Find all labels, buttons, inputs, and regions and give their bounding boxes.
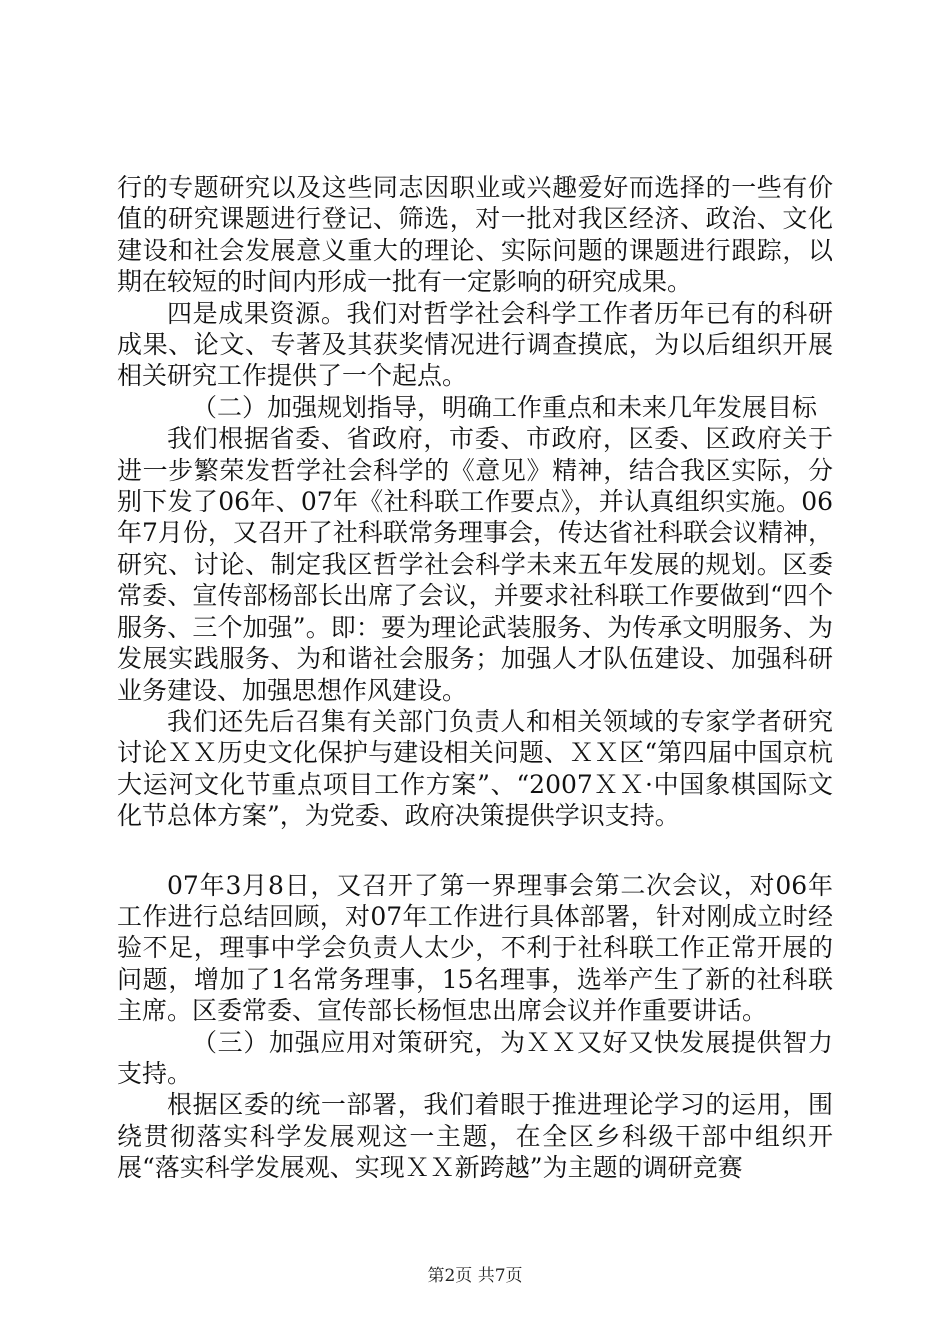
paragraph-council-meeting: 07年3月8日，又召开了第一界理事会第二次会议，对06年工作进行总结回顾，对07年工作进行具体部署，针对刚成立时经验不足，理事中学会负责人太少，不利于社科联工作正常开展的问题，增加了1名常务理事，15名理事，选举产生了新的社科联主席。区委常委、宣传部长杨恒忠出席会议并作重要讲话。 [117, 870, 833, 1026]
section-heading-planning: （二）加强规划指导，明确工作重点和未来几年发展目标 [192, 392, 818, 422]
paragraph-research-registration: 行的专题研究以及这些同志因职业或兴趣爱好而选择的一些有价值的研究课题进行登记、筛选，对一批对我区经济、政治、文化建设和社会发展意义重大的理论、实际问题的课题进行跟踪，以期在较短的时间内形成一批有一定影响的研究成果。 [117, 173, 833, 297]
paragraph-planning-details: 我们根据省委、省政府，市委、市政府，区委、区政府关于进一步繁荣发哲学社会科学的《意见》精神，结合我区实际，分别下发了06年、07年《社科联工作要点》，并认真组织实施。06年7月份，又召开了社科联常务理事会，传达省社科联会议精神，研究、讨论、制定我区哲学社会科学未来五年发展的规划。区委常委、宣传部杨部长出席了会议，并要求社科联工作要做到“四个服务、三个加强”。即：要为理论武装服务、为传承文明服务、为发展实践服务、为和谐社会服务；加强人才队伍建设、加强科研业务建设、加强思想作风建设。 [117, 424, 833, 705]
paragraph-achievement-resources: 四是成果资源。我们对哲学社会科学工作者历年已有的科研成果、论文、专著及其获奖情况进行调查摸底，为以后组织开展相关研究工作提供了一个起点。 [117, 298, 833, 391]
paragraph-gap [117, 832, 833, 870]
section-heading-applied-research: （三）加强应用对策研究，为ＸＸ又好又快发展提供智力支持。 [117, 1027, 833, 1088]
paragraph-expert-discussion: 我们还先后召集有关部门负责人和相关领域的专家学者研究讨论ＸＸ历史文化保护与建设相关问题、ＸＸ区“第四届中国京杭大运河文化节重点项目工作方案”、“2007ＸＸ·中国象棋国际文化节总体方案”，为党委、政府决策提供学识支持。 [117, 706, 833, 831]
page-footer: 第2页 共7页 [427, 1266, 523, 1286]
body-text [117, 172, 833, 1184]
paragraph-research-competition: 根据区委的统一部署，我们着眼于推进理论学习的运用，围绕贯彻落实科学发展观这一主题，在全区乡科级干部中组织开展“落实科学发展观、实现ＸＸ新跨越”为主题的调研竞赛 [117, 1090, 833, 1183]
